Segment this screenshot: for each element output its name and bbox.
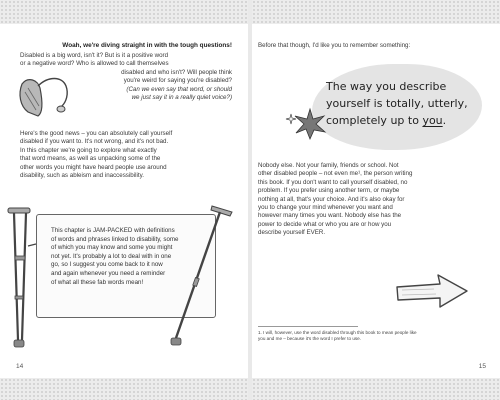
callout-line: go, so I suggest you come back to it now xyxy=(51,261,163,269)
aside-line: (Can we even say that word, or should xyxy=(126,86,232,93)
hearing-aid-icon xyxy=(14,72,76,124)
arrow-right-icon xyxy=(394,272,470,310)
footnote-line: 1. I will, however, use the word disabled through this book to mean people like xyxy=(258,330,417,335)
callout-line: of words and phrases linked to disability, some xyxy=(51,235,179,243)
quote-emphasis: you xyxy=(422,114,443,127)
body-line: other disabled people – not even me¹, the person writing xyxy=(258,170,413,178)
body-line: disability, such as ableism and inaccessibility. xyxy=(20,172,144,179)
quote-line: The way you describe xyxy=(326,80,447,93)
intro-line: disabled and who isn't? Will people think xyxy=(121,68,232,76)
page-number: 15 xyxy=(478,363,486,370)
body-line: In this chapter we're going to explore what exactly xyxy=(20,146,157,154)
quote-fragment: . xyxy=(442,114,447,127)
intro-line: Disabled is a big word, isn't it? But is it a positive word xyxy=(20,52,169,59)
quote-fragment: completely up to xyxy=(326,114,423,127)
callout-line: This chapter is JAM-PACKED with definitions xyxy=(51,227,175,234)
body-line: problem. If you prefer using another term, or maybe xyxy=(258,187,400,195)
halftone-header xyxy=(0,0,248,24)
star-burst-icon xyxy=(294,108,326,140)
body-line: Nobody else. Not your family, friends or school. Not xyxy=(258,162,399,169)
body-line: however many times you want. Nobody else has the xyxy=(258,212,402,220)
body-line: describe yourself EVER. xyxy=(258,229,326,237)
intro-line: or a negative word? Who is allowed to call themselves xyxy=(20,60,169,68)
footnote-line: you and me – because it's the word I prefer to use. xyxy=(258,336,362,342)
footnote xyxy=(258,330,463,342)
halftone-footer xyxy=(0,378,248,400)
left-page xyxy=(0,0,248,400)
body-line: this book. If you don't want to call yourself disabled, no xyxy=(258,178,408,186)
body-line: other words you might have heard people use around xyxy=(20,163,167,171)
page-number: 14 xyxy=(16,363,24,370)
halftone-header xyxy=(252,0,500,24)
lead-text: Before that though, I'd like you to remember something: xyxy=(258,42,411,49)
crutches-icon xyxy=(6,200,242,350)
halftone-footer xyxy=(252,378,500,400)
callout-line: and again whenever you need a reminder xyxy=(51,269,166,277)
quote-text xyxy=(326,78,476,129)
body-line: disabled if you want to. It's not wrong, and it's not bad. xyxy=(20,138,169,146)
callout-line: of what all these fab words mean! xyxy=(51,278,144,286)
section-heading: Woah, we're diving straight in with the tough questions! xyxy=(62,42,232,49)
body-line: nothing at all, that's your choice. And it's also okay for xyxy=(258,195,405,203)
quote-line: yourself is totally, utterly, xyxy=(326,97,468,110)
callout-line: not yet. It's probably a lot to deal with in one xyxy=(51,252,172,260)
body-line: you to change your mind whenever you want and xyxy=(258,204,393,211)
callout-line: of which you may know and some you might xyxy=(51,244,173,252)
body-line: Here's the good news – you can absolutely call yourself xyxy=(20,130,173,137)
intro-line: you're weird for saying you're disabled? xyxy=(123,77,232,85)
aside-line: we just say it in a really quiet voice?) xyxy=(131,94,232,102)
body-line: that word means, as well as unpacking some of the xyxy=(20,155,161,163)
footnote-rule xyxy=(258,326,358,327)
quote-line xyxy=(326,112,476,129)
sparkle-icon xyxy=(286,114,296,124)
body-line: power to decide what or who you are or how you xyxy=(258,220,392,228)
